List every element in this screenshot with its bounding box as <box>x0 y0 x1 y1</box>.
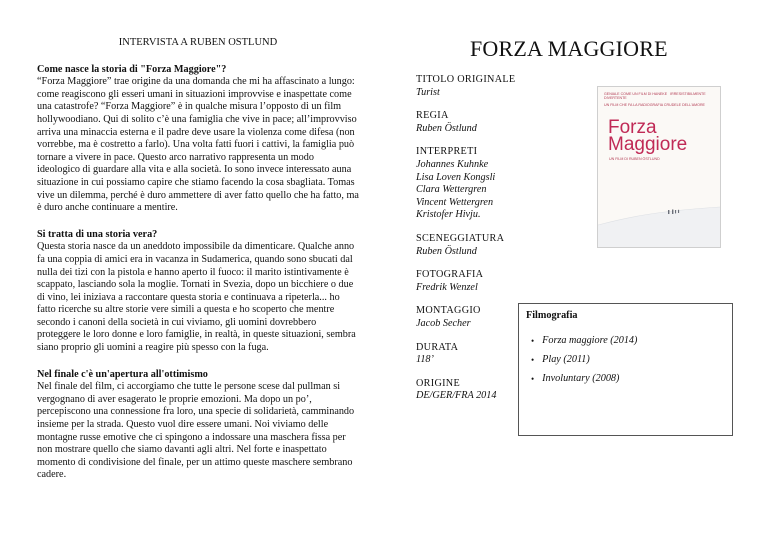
detail-value: DE/GER/FRA 2014 <box>416 390 497 402</box>
detail-label: DURATA <box>416 341 459 353</box>
poster-tagline: UN FILM CHE FA LA RADIOGRAFIA CRUDELE DELL'AMORE <box>604 103 705 107</box>
interview-section <box>37 64 359 215</box>
interview-section <box>37 229 359 355</box>
interview-title: INTERVISTA A RUBEN OSTLUND <box>118 37 278 48</box>
detail-block <box>416 110 592 135</box>
detail-block <box>416 233 592 258</box>
detail-block <box>416 269 592 294</box>
poster-title: Forza Maggiore <box>608 117 688 155</box>
detail-value: Ruben Östlund <box>416 122 477 134</box>
detail-value: Jacob Secher <box>416 317 471 329</box>
interview-section <box>37 369 359 482</box>
interview-question: Si tratta di una storia vera? <box>37 228 158 240</box>
detail-label: FOTOGRAFIA <box>416 269 484 281</box>
detail-label: TITOLO ORIGINALE <box>416 74 516 85</box>
filmography-item-text: Involuntary (2008) <box>542 373 620 384</box>
detail-label: ORIGINE <box>416 377 460 389</box>
detail-block <box>416 146 592 222</box>
detail-label: INTERPRETI <box>416 146 478 158</box>
poster-subtitle: UN FILM DI RUBEN ÖSTLUND <box>609 157 660 161</box>
interview-answer: Nel finale del film, ci accorgiamo che tutte le persone scese dal pullman si vergognano di aver esagerato le proprie emozioni. Ma dopo un po’, percepiscono una connessione fra loro, una specie di solidarietà, camminando insieme per la strada. Questo vuol dire essere umani. Noi viviamo delle montagne russe emotive che ci spingono a indossare una maschera fissa per non mostrare quello che siamo davanti agli altri. Nel forte e inaspettato momento di condivisione del finale, per un attimo queste maschere sembrano cadere. <box>37 381 355 481</box>
filmography-heading: Filmografia <box>526 310 578 321</box>
filmography-item <box>531 373 732 384</box>
bullet-icon: • <box>531 373 535 384</box>
detail-block <box>416 74 592 99</box>
detail-value: Fredrik Wenzel <box>416 281 478 293</box>
interview-column <box>37 37 359 496</box>
interview-answer: “Forza Maggiore” trae origine da una domanda che mi ha affascinato a lungo: come reagiscono gli esseri umani in situazioni improvvise e inaspettate come una catastrofe? “Forza Maggiore” è in qualche misura l’opposto di un film hollywoodiano. Qui di solito c’è una famiglia che vive in pace; all’improvviso arriva una minaccia esterna e il padre deve usare la violenza come difesa (non vorrebbe, ma è costretto a farlo). Una volta fatti fuori i cattivi, la famiglia può tornare a vivere in pace. Questo arco narrativo rappresenta un modo ideologico di guardare alla vita e alla società. Io sono invece interessato auna situazione in cui possiamo capire che stiamo facendo la cosa sbagliata. Tomas vive un dilemma, perché è duro ammettere di aver fatto quello che ha fatto, ma è duro anche continuare a mentire. <box>37 76 359 214</box>
detail-label: MONTAGGIO <box>416 305 481 317</box>
interview-answer: Questa storia nasce da un aneddoto impossibile da dimenticare. Qualche anno fa una coppia di amici era in vacanza in Sudamerica, quando sono sbucati dal nulla dei tizi con la pistola e hanno aperto il fuoco: il marito istintivamente è scappato, lasciando sola la moglie. Tornati in Svezia, dopo un bicchiere o due di vino, lei iniziava a raccontare questa storia e continuava a ripeterla... ho fatto ricerche su altre storie vere simili a questa e ho scoperto che mentre secondo i canoni della società in cui viviamo, gli uomini dovrebbero proteggere le loro donne e loro famiglie, in realtà, in queste situazioni, sembra siano proprio gli uomini a reagire più spesso con la fuga. <box>37 241 356 354</box>
filmography-item-text: Forza maggiore (2014) <box>542 335 638 346</box>
detail-label: REGIA <box>416 110 449 122</box>
detail-value: Clara Wettergren <box>416 184 487 196</box>
detail-value: 118’ <box>416 354 434 366</box>
film-title: FORZA MAGGIORE <box>470 36 668 61</box>
detail-value: Johannes Kuhnke <box>416 158 489 170</box>
detail-value: Lisa Loven Kongsli <box>416 171 496 183</box>
filmography-item <box>531 335 732 346</box>
filmography-box <box>518 303 733 436</box>
detail-value: Turist <box>416 86 440 98</box>
poster-quote: GENIALE COME UN FILM DI HANEKE IRRESISTIBILMENTE DIVERTENTE <box>604 92 706 101</box>
detail-value: Vincent Wettergren <box>416 196 494 208</box>
detail-value: Ruben Östlund <box>416 245 477 257</box>
interview-question: Come nasce la storia di "Forza Maggiore"? <box>37 63 227 75</box>
filmography-item-text: Play (2011) <box>542 354 590 365</box>
film-poster <box>597 86 721 248</box>
interview-question: Nel finale c'è un'apertura all'ottimismo <box>37 368 208 380</box>
bullet-icon: • <box>531 354 535 365</box>
detail-value: Kristofer Hivju. <box>416 209 481 221</box>
poster-snow-slope-image <box>598 187 720 247</box>
detail-label: SCENEGGIATURA <box>416 232 505 244</box>
bullet-icon: • <box>531 335 535 346</box>
filmography-item <box>531 354 732 365</box>
filmography-list <box>519 335 732 384</box>
